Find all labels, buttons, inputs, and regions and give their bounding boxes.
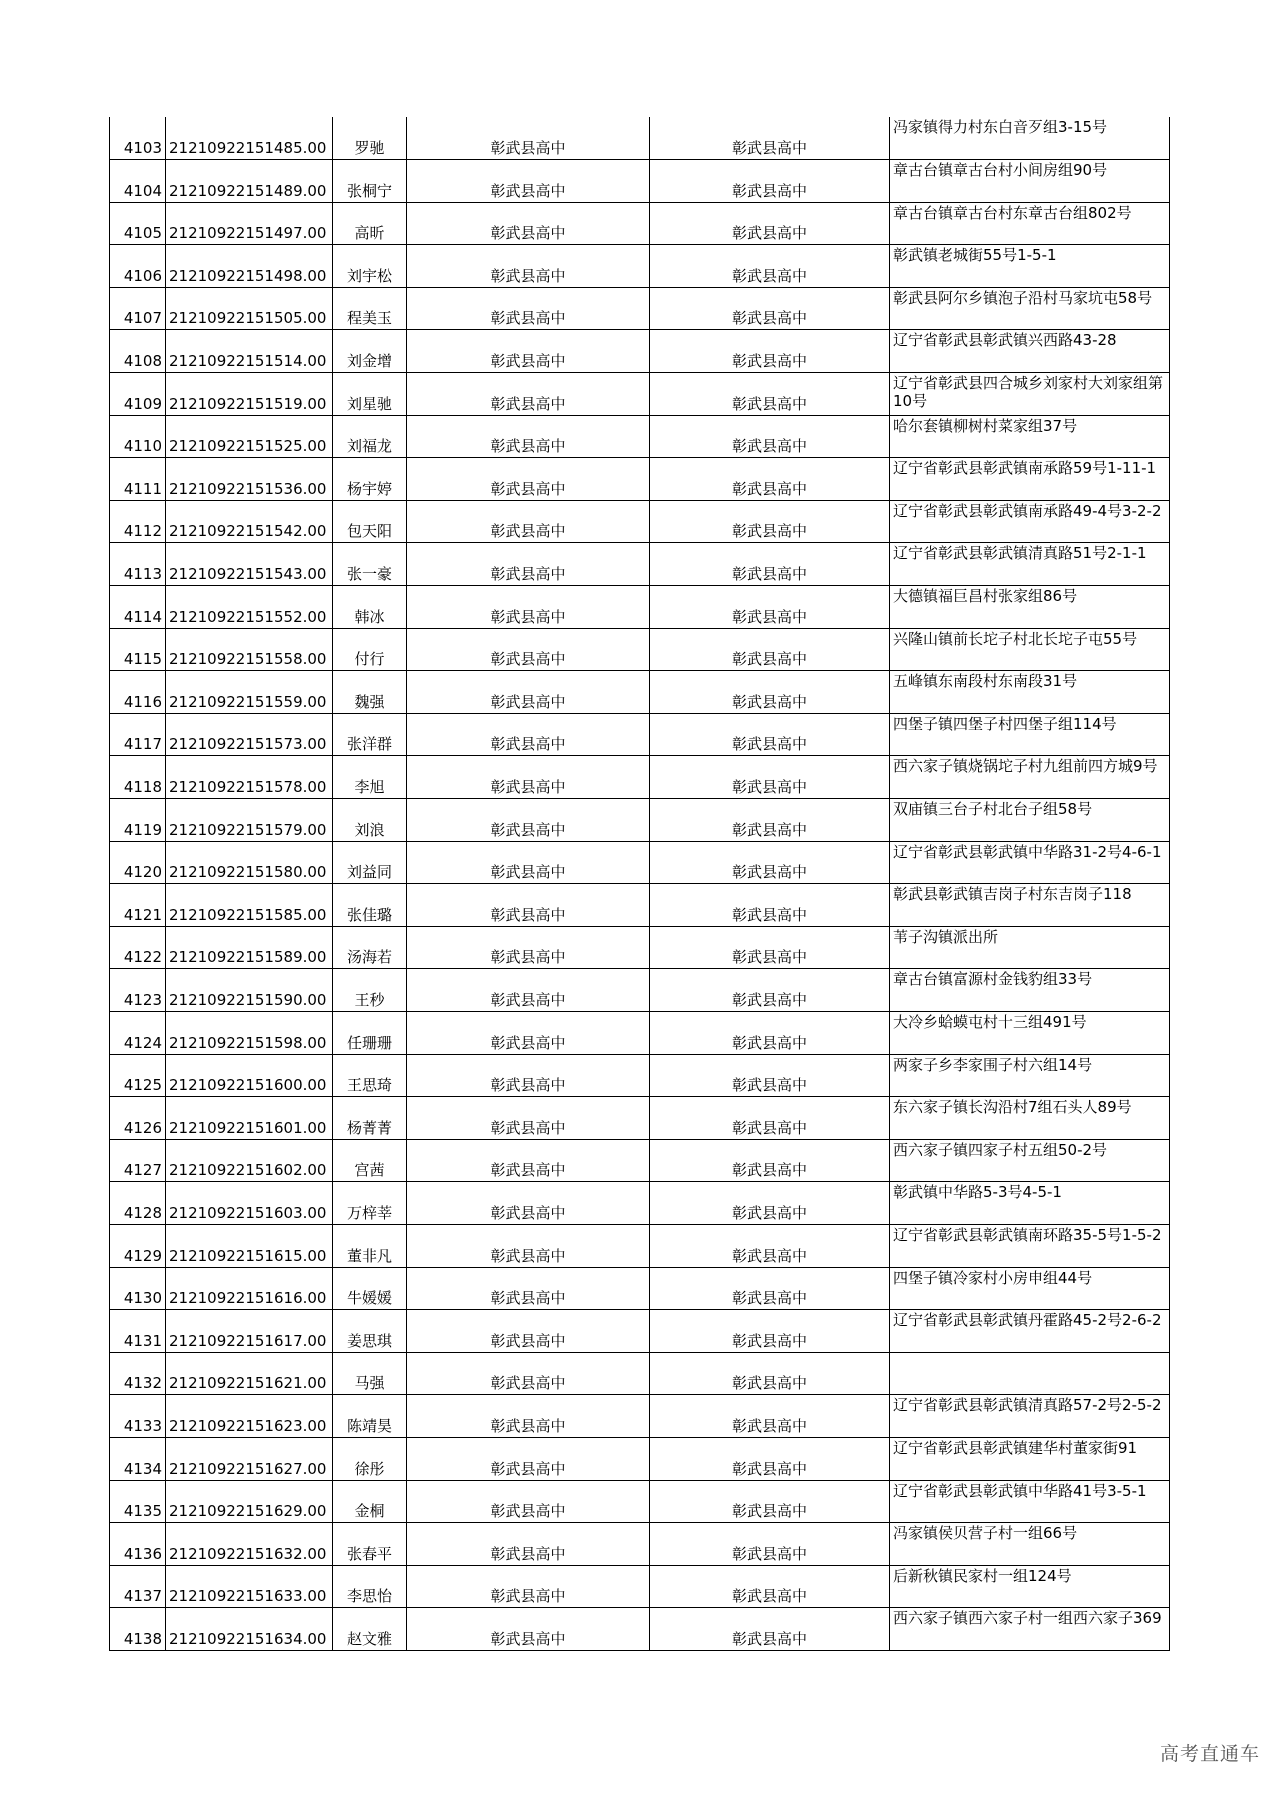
school-name-cell: 彰武县高中 xyxy=(407,287,650,330)
student-name-cell: 高昕 xyxy=(333,202,407,245)
admission-school-cell: 彰武县高中 xyxy=(650,1437,890,1480)
table-row xyxy=(110,330,1170,373)
home-address-cell: 辽宁省彰武县四合城乡刘家村大刘家组第10号 xyxy=(890,373,1170,416)
candidate-id-cell: 21210922151632.00 xyxy=(166,1523,333,1566)
school-name-cell: 彰武县高中 xyxy=(407,1608,650,1651)
school-name-cell: 彰武县高中 xyxy=(407,373,650,416)
candidate-id-cell: 21210922151578.00 xyxy=(166,756,333,799)
table-row xyxy=(110,713,1170,756)
candidate-id-cell: 21210922151505.00 xyxy=(166,287,333,330)
candidate-id-cell: 21210922151598.00 xyxy=(166,1011,333,1054)
school-name-cell: 彰武县高中 xyxy=(407,841,650,884)
admission-school-cell: 彰武县高中 xyxy=(650,1523,890,1566)
home-address-cell: 辽宁省彰武县彰武镇建华村董家街91 xyxy=(890,1437,1170,1480)
table-row xyxy=(110,628,1170,671)
school-name-cell: 彰武县高中 xyxy=(407,586,650,629)
home-address-cell: 辽宁省彰武县彰武镇南环路35-5号1-5-2 xyxy=(890,1224,1170,1267)
home-address-cell: 辽宁省彰武县彰武镇清真路57-2号2-5-2 xyxy=(890,1395,1170,1438)
table-row xyxy=(110,415,1170,458)
table-row xyxy=(110,160,1170,203)
row-number-cell: 4126 xyxy=(110,1097,166,1140)
admission-school-cell: 彰武县高中 xyxy=(650,1139,890,1182)
home-address-cell: 章古台镇富源村金钱豹组33号 xyxy=(890,969,1170,1012)
school-name-cell: 彰武县高中 xyxy=(407,330,650,373)
candidate-id-cell: 21210922151621.00 xyxy=(166,1352,333,1395)
home-address-cell: 西六家子镇四家子村五组50-2号 xyxy=(890,1139,1170,1182)
candidate-id-cell: 21210922151627.00 xyxy=(166,1437,333,1480)
school-name-cell: 彰武县高中 xyxy=(407,202,650,245)
admission-school-cell: 彰武县高中 xyxy=(650,1224,890,1267)
student-name-cell: 姜思琪 xyxy=(333,1310,407,1353)
row-number-cell: 4134 xyxy=(110,1437,166,1480)
student-name-cell: 陈靖昊 xyxy=(333,1395,407,1438)
home-address-cell: 大德镇福巨昌村张家组86号 xyxy=(890,586,1170,629)
candidate-id-cell: 21210922151589.00 xyxy=(166,926,333,969)
home-address-cell: 辽宁省彰武县彰武镇中华路31-2号4-6-1 xyxy=(890,841,1170,884)
row-number-cell: 4116 xyxy=(110,671,166,714)
candidate-id-cell: 21210922151601.00 xyxy=(166,1097,333,1140)
candidate-id-cell: 21210922151543.00 xyxy=(166,543,333,586)
candidate-id-cell: 21210922151558.00 xyxy=(166,628,333,671)
student-name-cell: 付行 xyxy=(333,628,407,671)
row-number-cell: 4104 xyxy=(110,160,166,203)
table-row xyxy=(110,1352,1170,1395)
student-name-cell: 刘金增 xyxy=(333,330,407,373)
home-address-cell: 冯家镇侯贝营子村一组66号 xyxy=(890,1523,1170,1566)
student-name-cell: 宫茜 xyxy=(333,1139,407,1182)
admission-school-cell: 彰武县高中 xyxy=(650,1011,890,1054)
candidate-id-cell: 21210922151497.00 xyxy=(166,202,333,245)
table-row xyxy=(110,202,1170,245)
row-number-cell: 4125 xyxy=(110,1054,166,1097)
row-number-cell: 4113 xyxy=(110,543,166,586)
home-address-cell: 哈尔套镇柳树村菜家组37号 xyxy=(890,415,1170,458)
table-row xyxy=(110,926,1170,969)
school-name-cell: 彰武县高中 xyxy=(407,756,650,799)
candidate-id-cell: 21210922151585.00 xyxy=(166,884,333,927)
home-address-cell: 冯家镇得力村东白音歹组3-15号 xyxy=(890,117,1170,160)
admission-school-cell: 彰武县高中 xyxy=(650,330,890,373)
home-address-cell: 辽宁省彰武县彰武镇丹霍路45-2号2-6-2 xyxy=(890,1310,1170,1353)
candidate-id-cell: 21210922151519.00 xyxy=(166,373,333,416)
home-address-cell: 辽宁省彰武县彰武镇清真路51号2-1-1 xyxy=(890,543,1170,586)
home-address-cell: 双庙镇三台子村北台子组58号 xyxy=(890,799,1170,842)
home-address-cell: 辽宁省彰武县彰武镇中华路41号3-5-1 xyxy=(890,1480,1170,1523)
admission-school-cell: 彰武县高中 xyxy=(650,458,890,501)
row-number-cell: 4106 xyxy=(110,245,166,288)
row-number-cell: 4110 xyxy=(110,415,166,458)
school-name-cell: 彰武县高中 xyxy=(407,713,650,756)
table-row xyxy=(110,1523,1170,1566)
row-number-cell: 4109 xyxy=(110,373,166,416)
table-row xyxy=(110,1437,1170,1480)
student-name-cell: 张佳璐 xyxy=(333,884,407,927)
admission-school-cell: 彰武县高中 xyxy=(650,415,890,458)
student-name-cell: 李旭 xyxy=(333,756,407,799)
table-row xyxy=(110,1139,1170,1182)
candidate-id-cell: 21210922151552.00 xyxy=(166,586,333,629)
candidate-id-cell: 21210922151489.00 xyxy=(166,160,333,203)
school-name-cell: 彰武县高中 xyxy=(407,1480,650,1523)
admission-school-cell: 彰武县高中 xyxy=(650,799,890,842)
home-address-cell: 兴隆山镇前长坨子村北长坨子屯55号 xyxy=(890,628,1170,671)
candidate-id-cell: 21210922151559.00 xyxy=(166,671,333,714)
home-address-cell: 章古台镇章古台村小间房组90号 xyxy=(890,160,1170,203)
home-address-cell: 四堡子镇冷家村小房申组44号 xyxy=(890,1267,1170,1310)
student-name-cell: 刘福龙 xyxy=(333,415,407,458)
home-address-cell: 彰武镇老城街55号1-5-1 xyxy=(890,245,1170,288)
row-number-cell: 4107 xyxy=(110,287,166,330)
student-name-cell: 罗驰 xyxy=(333,117,407,160)
school-name-cell: 彰武县高中 xyxy=(407,1182,650,1225)
row-number-cell: 4120 xyxy=(110,841,166,884)
candidate-id-cell: 21210922151615.00 xyxy=(166,1224,333,1267)
candidate-id-cell: 21210922151536.00 xyxy=(166,458,333,501)
student-name-cell: 杨宇婷 xyxy=(333,458,407,501)
candidate-id-cell: 21210922151603.00 xyxy=(166,1182,333,1225)
table-row xyxy=(110,1097,1170,1140)
table-row xyxy=(110,245,1170,288)
candidate-id-cell: 21210922151634.00 xyxy=(166,1608,333,1651)
school-name-cell: 彰武县高中 xyxy=(407,415,650,458)
home-address-cell: 辽宁省彰武县彰武镇兴西路43-28 xyxy=(890,330,1170,373)
school-name-cell: 彰武县高中 xyxy=(407,1139,650,1182)
school-name-cell: 彰武县高中 xyxy=(407,1565,650,1608)
row-number-cell: 4135 xyxy=(110,1480,166,1523)
admission-school-cell: 彰武县高中 xyxy=(650,926,890,969)
candidate-id-cell: 21210922151498.00 xyxy=(166,245,333,288)
table-row xyxy=(110,841,1170,884)
home-address-cell: 两家子乡李家围子村六组14号 xyxy=(890,1054,1170,1097)
table-row xyxy=(110,586,1170,629)
admission-school-cell: 彰武县高中 xyxy=(650,628,890,671)
student-name-cell: 刘浪 xyxy=(333,799,407,842)
admission-school-cell: 彰武县高中 xyxy=(650,1608,890,1651)
table-row xyxy=(110,799,1170,842)
admission-school-cell: 彰武县高中 xyxy=(650,713,890,756)
admission-school-cell: 彰武县高中 xyxy=(650,756,890,799)
row-number-cell: 4131 xyxy=(110,1310,166,1353)
school-name-cell: 彰武县高中 xyxy=(407,1395,650,1438)
admission-school-cell: 彰武县高中 xyxy=(650,969,890,1012)
home-address-cell: 东六家子镇长沟沿村7组石头人89号 xyxy=(890,1097,1170,1140)
student-name-cell: 汤海若 xyxy=(333,926,407,969)
candidate-id-cell: 21210922151617.00 xyxy=(166,1310,333,1353)
admission-school-cell: 彰武县高中 xyxy=(650,287,890,330)
student-name-cell: 韩冰 xyxy=(333,586,407,629)
student-name-cell: 魏强 xyxy=(333,671,407,714)
candidate-id-cell: 21210922151590.00 xyxy=(166,969,333,1012)
row-number-cell: 4129 xyxy=(110,1224,166,1267)
school-name-cell: 彰武县高中 xyxy=(407,1224,650,1267)
row-number-cell: 4124 xyxy=(110,1011,166,1054)
home-address-cell: 西六家子镇烧锅坨子村九组前四方城9号 xyxy=(890,756,1170,799)
student-name-cell: 金桐 xyxy=(333,1480,407,1523)
table-row xyxy=(110,756,1170,799)
student-name-cell: 赵文雅 xyxy=(333,1608,407,1651)
table-row xyxy=(110,543,1170,586)
school-name-cell: 彰武县高中 xyxy=(407,245,650,288)
school-name-cell: 彰武县高中 xyxy=(407,1352,650,1395)
home-address-cell: 西六家子镇西六家子村一组西六家子369 xyxy=(890,1608,1170,1651)
row-number-cell: 4137 xyxy=(110,1565,166,1608)
admission-school-cell: 彰武县高中 xyxy=(650,884,890,927)
admission-school-cell: 彰武县高中 xyxy=(650,1267,890,1310)
student-name-cell: 张春平 xyxy=(333,1523,407,1566)
school-name-cell: 彰武县高中 xyxy=(407,926,650,969)
admission-school-cell: 彰武县高中 xyxy=(650,841,890,884)
row-number-cell: 4112 xyxy=(110,500,166,543)
student-name-cell: 董非凡 xyxy=(333,1224,407,1267)
admission-school-cell: 彰武县高中 xyxy=(650,1395,890,1438)
row-number-cell: 4111 xyxy=(110,458,166,501)
table-row xyxy=(110,1182,1170,1225)
student-name-cell: 刘益同 xyxy=(333,841,407,884)
table-row xyxy=(110,1011,1170,1054)
table-row xyxy=(110,458,1170,501)
home-address-cell: 大冷乡蛤蟆屯村十三组491号 xyxy=(890,1011,1170,1054)
table-row xyxy=(110,884,1170,927)
student-name-cell: 张洋群 xyxy=(333,713,407,756)
candidate-id-cell: 21210922151633.00 xyxy=(166,1565,333,1608)
table-row xyxy=(110,373,1170,416)
row-number-cell: 4138 xyxy=(110,1608,166,1651)
row-number-cell: 4136 xyxy=(110,1523,166,1566)
student-name-cell: 王秒 xyxy=(333,969,407,1012)
student-name-cell: 李思怡 xyxy=(333,1565,407,1608)
school-name-cell: 彰武县高中 xyxy=(407,799,650,842)
admission-school-cell: 彰武县高中 xyxy=(650,160,890,203)
student-name-cell: 刘宇松 xyxy=(333,245,407,288)
home-address-cell: 苇子沟镇派出所 xyxy=(890,926,1170,969)
admission-school-cell: 彰武县高中 xyxy=(650,1054,890,1097)
candidate-id-cell: 21210922151514.00 xyxy=(166,330,333,373)
student-name-cell: 杨菁菁 xyxy=(333,1097,407,1140)
candidate-id-cell: 21210922151573.00 xyxy=(166,713,333,756)
candidate-id-cell: 21210922151623.00 xyxy=(166,1395,333,1438)
school-name-cell: 彰武县高中 xyxy=(407,543,650,586)
admission-school-cell: 彰武县高中 xyxy=(650,1565,890,1608)
candidate-id-cell: 21210922151616.00 xyxy=(166,1267,333,1310)
admission-school-cell: 彰武县高中 xyxy=(650,586,890,629)
row-number-cell: 4127 xyxy=(110,1139,166,1182)
school-name-cell: 彰武县高中 xyxy=(407,500,650,543)
home-address-cell xyxy=(890,1352,1170,1395)
candidate-id-cell: 21210922151629.00 xyxy=(166,1480,333,1523)
school-name-cell: 彰武县高中 xyxy=(407,1267,650,1310)
student-name-cell: 牛媛媛 xyxy=(333,1267,407,1310)
school-name-cell: 彰武县高中 xyxy=(407,1097,650,1140)
home-address-cell: 彰武县阿尔乡镇泡子沿村马家坑屯58号 xyxy=(890,287,1170,330)
student-name-cell: 包天阳 xyxy=(333,500,407,543)
row-number-cell: 4108 xyxy=(110,330,166,373)
admission-school-cell: 彰武县高中 xyxy=(650,117,890,160)
admission-school-cell: 彰武县高中 xyxy=(650,373,890,416)
admission-school-cell: 彰武县高中 xyxy=(650,671,890,714)
admission-school-cell: 彰武县高中 xyxy=(650,202,890,245)
school-name-cell: 彰武县高中 xyxy=(407,1523,650,1566)
table-row xyxy=(110,1608,1170,1651)
student-name-cell: 任珊珊 xyxy=(333,1011,407,1054)
table-row xyxy=(110,1310,1170,1353)
admission-school-cell: 彰武县高中 xyxy=(650,1352,890,1395)
row-number-cell: 4128 xyxy=(110,1182,166,1225)
student-table xyxy=(109,117,1170,1651)
candidate-id-cell: 21210922151580.00 xyxy=(166,841,333,884)
candidate-id-cell: 21210922151600.00 xyxy=(166,1054,333,1097)
row-number-cell: 4118 xyxy=(110,756,166,799)
table-row xyxy=(110,500,1170,543)
school-name-cell: 彰武县高中 xyxy=(407,628,650,671)
row-number-cell: 4122 xyxy=(110,926,166,969)
row-number-cell: 4133 xyxy=(110,1395,166,1438)
table-row xyxy=(110,1395,1170,1438)
home-address-cell: 辽宁省彰武县彰武镇南承路59号1-11-1 xyxy=(890,458,1170,501)
admission-school-cell: 彰武县高中 xyxy=(650,1182,890,1225)
row-number-cell: 4130 xyxy=(110,1267,166,1310)
row-number-cell: 4103 xyxy=(110,117,166,160)
home-address-cell: 五峰镇东南段村东南段31号 xyxy=(890,671,1170,714)
watermark: 高考直通车 xyxy=(1159,1743,1260,1765)
row-number-cell: 4105 xyxy=(110,202,166,245)
row-number-cell: 4117 xyxy=(110,713,166,756)
student-name-cell: 刘星驰 xyxy=(333,373,407,416)
school-name-cell: 彰武县高中 xyxy=(407,160,650,203)
candidate-id-cell: 21210922151602.00 xyxy=(166,1139,333,1182)
student-name-cell: 王思琦 xyxy=(333,1054,407,1097)
home-address-cell: 四堡子镇四堡子村四堡子组114号 xyxy=(890,713,1170,756)
admission-school-cell: 彰武县高中 xyxy=(650,1097,890,1140)
admission-school-cell: 彰武县高中 xyxy=(650,543,890,586)
candidate-id-cell: 21210922151525.00 xyxy=(166,415,333,458)
student-name-cell: 马强 xyxy=(333,1352,407,1395)
home-address-cell: 彰武县彰武镇吉岗子村东吉岗子118 xyxy=(890,884,1170,927)
school-name-cell: 彰武县高中 xyxy=(407,1011,650,1054)
student-name-cell: 徐彤 xyxy=(333,1437,407,1480)
row-number-cell: 4132 xyxy=(110,1352,166,1395)
row-number-cell: 4123 xyxy=(110,969,166,1012)
table-row xyxy=(110,1480,1170,1523)
row-number-cell: 4121 xyxy=(110,884,166,927)
student-table-body xyxy=(110,117,1170,1650)
admission-school-cell: 彰武县高中 xyxy=(650,245,890,288)
table-row xyxy=(110,117,1170,160)
candidate-id-cell: 21210922151542.00 xyxy=(166,500,333,543)
home-address-cell: 彰武镇中华路5-3号4-5-1 xyxy=(890,1182,1170,1225)
admission-school-cell: 彰武县高中 xyxy=(650,500,890,543)
table-row xyxy=(110,287,1170,330)
table-row xyxy=(110,671,1170,714)
table-row xyxy=(110,1565,1170,1608)
candidate-id-cell: 21210922151579.00 xyxy=(166,799,333,842)
admission-school-cell: 彰武县高中 xyxy=(650,1310,890,1353)
school-name-cell: 彰武县高中 xyxy=(407,969,650,1012)
school-name-cell: 彰武县高中 xyxy=(407,884,650,927)
school-name-cell: 彰武县高中 xyxy=(407,1310,650,1353)
home-address-cell: 后新秋镇民家村一组124号 xyxy=(890,1565,1170,1608)
student-name-cell: 万梓莘 xyxy=(333,1182,407,1225)
table-row xyxy=(110,1267,1170,1310)
row-number-cell: 4114 xyxy=(110,586,166,629)
school-name-cell: 彰武县高中 xyxy=(407,1054,650,1097)
student-name-cell: 张一豪 xyxy=(333,543,407,586)
student-name-cell: 张桐宁 xyxy=(333,160,407,203)
row-number-cell: 4119 xyxy=(110,799,166,842)
row-number-cell: 4115 xyxy=(110,628,166,671)
school-name-cell: 彰武县高中 xyxy=(407,671,650,714)
home-address-cell: 章古台镇章古台村东章古台组802号 xyxy=(890,202,1170,245)
home-address-cell: 辽宁省彰武县彰武镇南承路49-4号3-2-2 xyxy=(890,500,1170,543)
school-name-cell: 彰武县高中 xyxy=(407,117,650,160)
table-row xyxy=(110,1224,1170,1267)
table-row xyxy=(110,1054,1170,1097)
candidate-id-cell: 21210922151485.00 xyxy=(166,117,333,160)
student-name-cell: 程美玉 xyxy=(333,287,407,330)
table-row xyxy=(110,969,1170,1012)
school-name-cell: 彰武县高中 xyxy=(407,1437,650,1480)
school-name-cell: 彰武县高中 xyxy=(407,458,650,501)
admission-school-cell: 彰武县高中 xyxy=(650,1480,890,1523)
